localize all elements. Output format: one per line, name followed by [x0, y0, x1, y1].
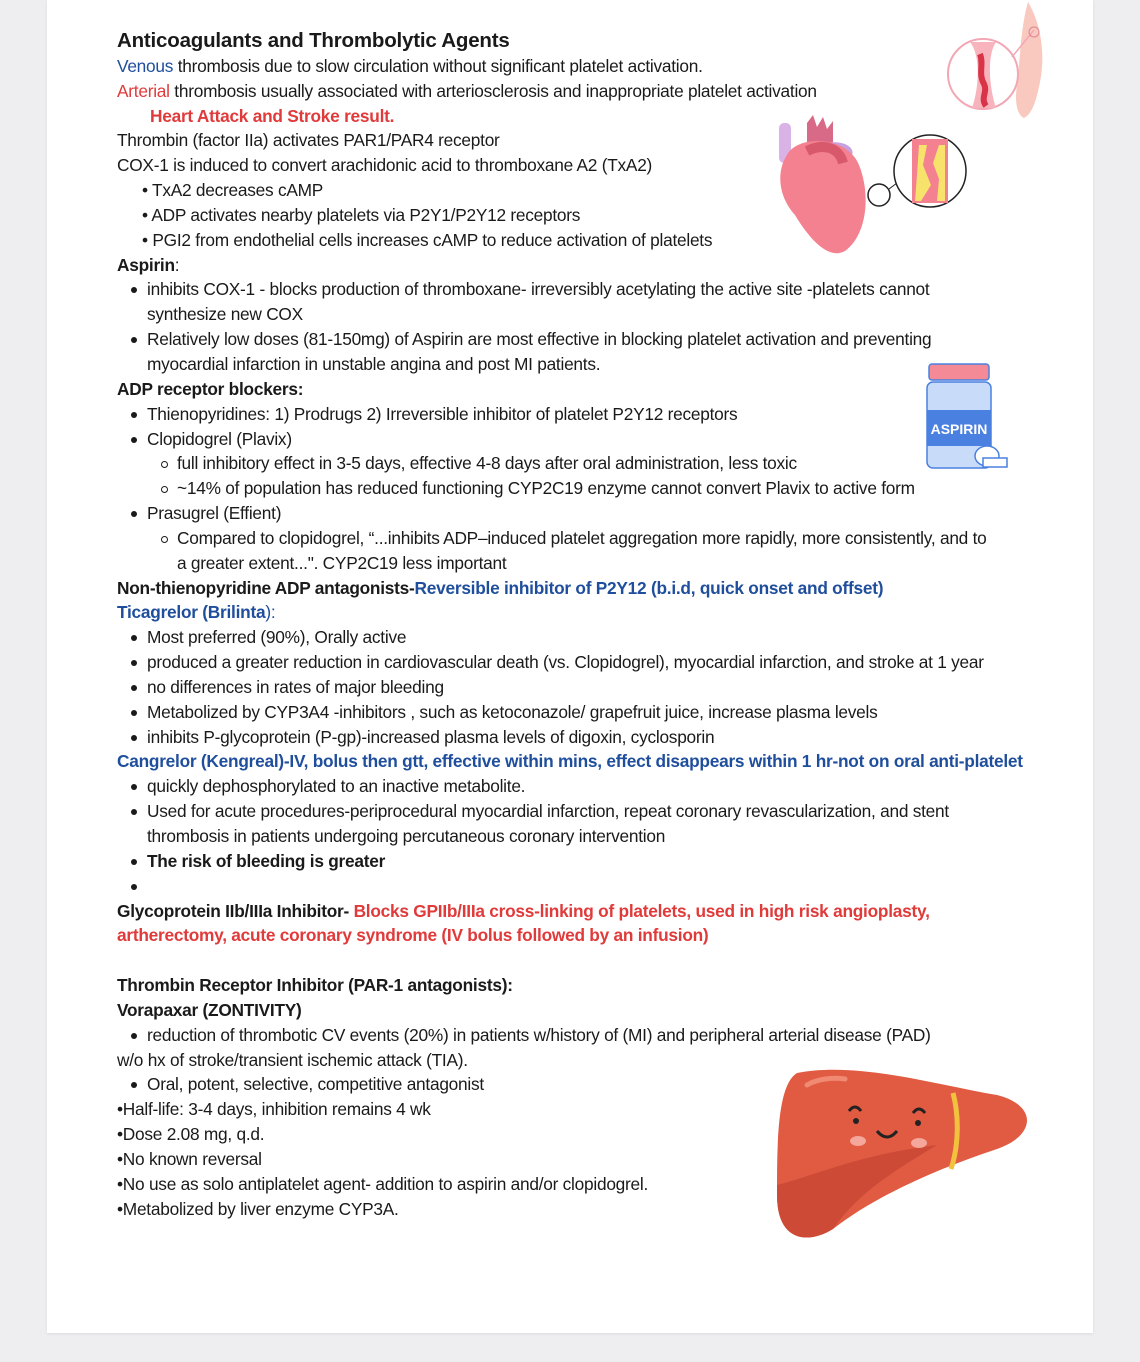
text-run: inhibits COX-1 - blocks production of thromboxane- irreversibly acetylating the active site -platelets cannot [147, 279, 930, 300]
text-run: Non-thienopyridine ADP antagonists- [117, 577, 415, 598]
text-run: •No use as solo antiplatelet agent- addition to aspirin and/or clopidogrel. [117, 1173, 649, 1194]
heart-illustration-icon [767, 115, 977, 255]
text-run: a greater extent...". CYP2C19 less important [177, 552, 507, 573]
list-item [117, 277, 1023, 302]
text-line [117, 551, 1023, 576]
text-run: •No known reversal [117, 1148, 262, 1169]
text-run: Oral, potent, selective, competitive antagonist [147, 1074, 484, 1095]
text-run: Prasugrel (Effient) [147, 503, 282, 524]
text-line [117, 79, 1023, 104]
text-line [117, 749, 1023, 774]
text-run: Compared to clopidogrel, “...inhibits ADP–induced platelet aggregation more rapidly, more consistently, and to [177, 527, 987, 548]
text-run: artherectomy, acute coronary syndrome (IV bolus followed by an infusion) [117, 925, 709, 946]
list-item [117, 402, 1023, 427]
list-item [117, 476, 1023, 501]
text-line [117, 253, 1023, 278]
list-item [117, 650, 1023, 675]
list-item [117, 874, 1023, 899]
text-line [117, 352, 1023, 377]
text-run: Reversible inhibitor of P2Y12 (b.i.d, quick onset and offset) [414, 577, 884, 598]
list-item [117, 799, 1023, 824]
list-item [117, 774, 1023, 799]
text-run: •Half-life: 3-4 days, inhibition remains 4 wk [117, 1099, 431, 1120]
text-run: quickly dephosphorylated to an inactive metabolite. [147, 776, 526, 797]
text-run: Heart Attack and Stroke result. [150, 105, 395, 126]
text-run: Cangrelor (Kengreal)-IV, bolus then gtt, effective within mins, effect disappears within 1 hr-not on oral anti-platelet [117, 751, 1023, 772]
text-run: Aspirin [117, 254, 175, 275]
aspirin-bottle-icon [925, 362, 1015, 472]
text-run: • ADP activates nearby platelets via P2Y1/P2Y12 receptors [142, 204, 581, 225]
text-run: Thienopyridines: 1) Prodrugs 2) Irreversible inhibitor of platelet P2Y12 receptors [147, 403, 738, 424]
text-run: inhibits P-glycoprotein (P-gp)-increased plasma levels of digoxin, cyclosporin [147, 726, 715, 747]
page-title [117, 29, 1023, 54]
list-item [117, 625, 1023, 650]
list-item [117, 327, 1023, 352]
list-item [117, 501, 1023, 526]
text-run: Venous [117, 55, 174, 76]
text-run: • TxA2 decreases cAMP [142, 180, 324, 201]
text-run: Most preferred (90%), Orally active [147, 627, 407, 648]
text-line [117, 899, 1023, 924]
text-run: Relatively low doses (81-150mg) of Aspirin are most effective in blocking platelet activation and preventing [147, 329, 932, 350]
text-run: myocardial infarction in unstable angina and post MI patients. [147, 353, 601, 374]
list-item [117, 427, 1023, 452]
text-run: •Dose 2.08 mg, q.d. [117, 1124, 265, 1145]
list-item [117, 526, 1023, 551]
text-run: Blocks GPIIb/IIIa cross-linking of platelets, used in high risk angioplasty, [353, 900, 930, 921]
list-item [117, 700, 1023, 725]
text-line [117, 302, 1023, 327]
text-run: Thrombin (factor IIa) activates PAR1/PAR4 receptor [117, 130, 500, 151]
text-run: Thrombin Receptor Inhibitor (PAR-1 antagonists): [117, 975, 513, 996]
text-line [117, 54, 1023, 79]
text-run: Metabolized by CYP3A4 -inhibitors , such as ketoconazole/ grapefruit juice, increase plasma levels [147, 701, 878, 722]
text-line [117, 377, 1023, 402]
text-run: : [174, 254, 180, 275]
text-run: Vorapaxar (ZONTIVITY) [117, 999, 302, 1020]
text-run: Anticoagulants and Thrombolytic Agents [117, 29, 510, 52]
vein-illustration-icon [900, 2, 1060, 122]
text-line [117, 973, 1023, 998]
text-line [117, 948, 1023, 973]
liver-illustration-icon [737, 1065, 1037, 1245]
text-run: • PGI2 from endothelial cells increases cAMP to reduce activation of platelets [142, 229, 713, 250]
text-run: reduction of thrombotic CV events (20%) in patients w/history of (MI) and peripheral arterial disease (PAD) [147, 1024, 931, 1045]
list-item [117, 675, 1023, 700]
list-item [117, 725, 1023, 750]
text-run: Arterial [117, 80, 170, 101]
text-run: full inhibitory effect in 3-5 days, effective 4-8 days after oral administration, less toxic [177, 453, 797, 474]
list-item [117, 451, 1023, 476]
text-run: ): [265, 602, 276, 623]
text-run: Used for acute procedures-periprocedural myocardial infarction, repeat coronary revascularization, and stent [147, 801, 949, 822]
text-run: thrombosis usually associated with arteriosclerosis and inappropriate platelet activation [169, 80, 817, 101]
text-line [117, 824, 1023, 849]
text-run: Clopidogrel (Plavix) [147, 428, 292, 449]
text-run: ADP receptor blockers: [117, 378, 304, 399]
list-item [117, 849, 1023, 874]
text-run: COX-1 is induced to convert arachidonic acid to thromboxane A2 (TxA2) [117, 155, 653, 176]
text-line [117, 600, 1023, 625]
text-run: The risk of bleeding is greater [147, 850, 386, 871]
text-run: Glycoprotein IIb/IIIa Inhibitor- [117, 900, 354, 921]
text-run: w/o hx of stroke/transient ischemic attack (TIA). [117, 1049, 468, 1070]
text-run: no differences in rates of major bleeding [147, 676, 444, 697]
text-run: ~14% of population has reduced functioning CYP2C19 enzyme cannot convert Plavix to active form [177, 478, 915, 499]
aspirin-label: ASPIRIN [930, 421, 988, 437]
text-line [117, 998, 1023, 1023]
text-run: Ticagrelor (Brilinta [117, 602, 266, 623]
text-run: produced a greater reduction in cardiovascular death (vs. Clopidogrel), myocardial infarction, and stroke at 1 year [147, 652, 984, 673]
document-page [47, 0, 1093, 1333]
text-line [117, 923, 1023, 948]
text-run: thrombosis due to slow circulation without significant platelet activation. [173, 55, 703, 76]
text-run: synthesize new COX [147, 304, 303, 325]
list-item [117, 1023, 1023, 1048]
text-run: •Metabolized by liver enzyme CYP3A. [117, 1198, 399, 1219]
text-run: thrombosis in patients undergoing percutaneous coronary intervention [147, 826, 666, 846]
text-line [117, 576, 1023, 601]
